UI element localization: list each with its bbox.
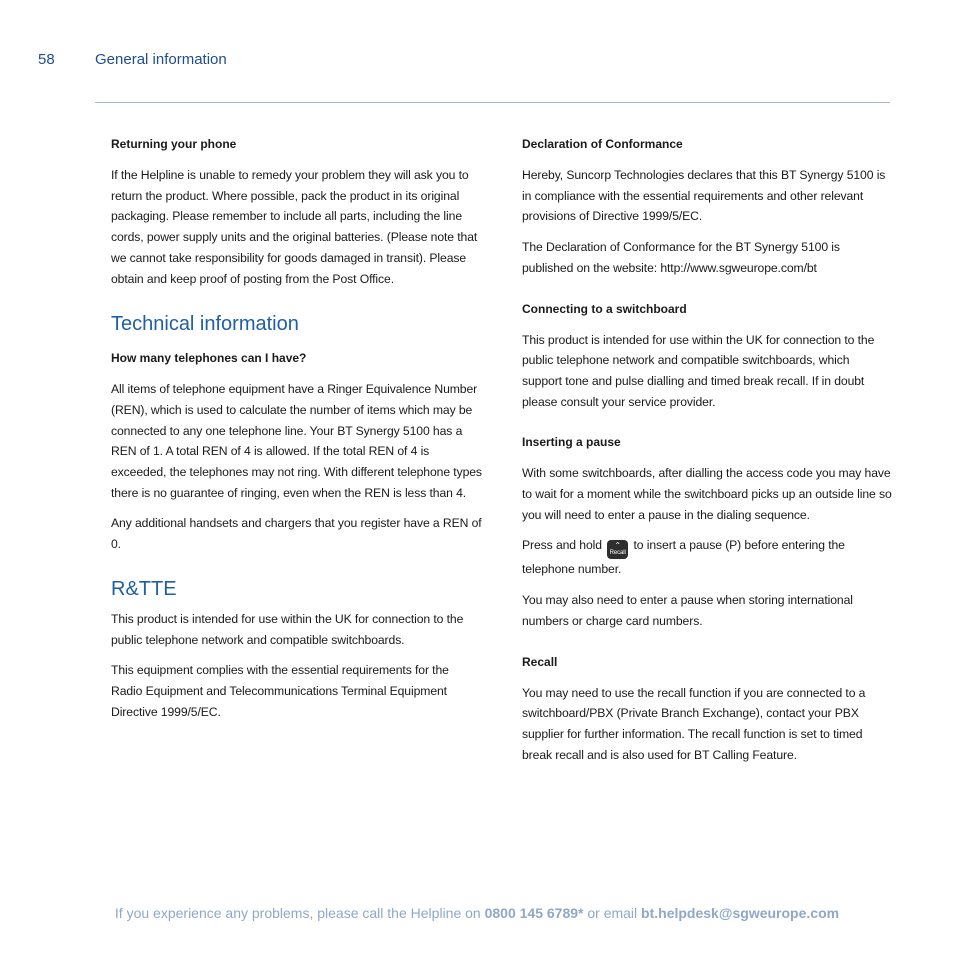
declaration-text-1: Hereby, Suncorp Technologies declares that this BT Synergy 5100 is in compliance with the essential requirements and other relevant provisions of Directive 1999/5/EC. bbox=[522, 168, 886, 224]
section-title: General information bbox=[95, 51, 227, 68]
recall-text: You may need to use the recall function if you are connected to a switchboard/PBX (Private Branch Exchange), contact your PBX supplier for further information. The recall function is set to timed break recall and is also used for BT Calling Feature. bbox=[522, 685, 866, 762]
technical-information-title: Technical information bbox=[111, 313, 299, 336]
recall-heading: Recall bbox=[522, 654, 558, 669]
helpline-footer bbox=[0, 905, 954, 921]
switchboard-text: This product is intended for use within the UK for connection to the public telephone network and compatible switchboards, which support tone and pulse dialling and timed break recall. If in doubt please consult your service provider. bbox=[522, 332, 875, 409]
switchboard-heading: Connecting to a switchboard bbox=[522, 301, 687, 316]
helpline-phone: 0800 145 6789* bbox=[484, 905, 584, 921]
left-column bbox=[111, 134, 483, 732]
footer-middle: or email bbox=[587, 905, 638, 921]
pause-press-after: to insert a pause (P) before entering the telephone number. bbox=[522, 538, 845, 577]
helpdesk-email[interactable]: bt.helpdesk@sgweurope.com bbox=[641, 905, 840, 921]
howmany-heading: How many telephones can I have? bbox=[111, 351, 307, 366]
rtte-title: R&TTE bbox=[111, 577, 177, 600]
pause-text-3: You may also need to enter a pause when storing international numbers or charge card numbers. bbox=[522, 593, 853, 628]
declaration-text-2: The Declaration of Conformance for the BT Synergy 5100 is published on the website: http://www.sgweurope.com/bt bbox=[522, 240, 840, 275]
footer-prefix: If you experience any problems, please call the Helpline on bbox=[114, 905, 481, 921]
rtte-text-2: This equipment complies with the essential requirements for the Radio Equipment and Telecommunications Terminal Equipment Directive 1999/5/EC. bbox=[111, 663, 449, 719]
pause-press-before: Press and hold bbox=[522, 538, 602, 553]
recall-key-icon: ⌃ Recall bbox=[607, 540, 628, 559]
pause-heading: Inserting a pause bbox=[522, 435, 621, 450]
rtte-text-1: This product is intended for use within the UK for connection to the public telephone network and compatible switchboards. bbox=[111, 611, 464, 647]
declaration-heading: Declaration of Conformance bbox=[522, 137, 683, 151]
returning-text: If the Helpline is unable to remedy your problem they will ask you to return the product. Where possible, pack the product in its original packaging. Please remember to include all parts, including the line cords, power supply units and the original batteries. (Please note that we cannot take responsibility for goods damaged in transit). Please obtain and keep proof of posting from the Post Office. bbox=[111, 168, 478, 286]
page-number: 58 bbox=[38, 51, 55, 68]
recall-key-label: Recall bbox=[609, 550, 626, 557]
returning-heading: Returning your phone bbox=[111, 137, 237, 151]
howmany-text: All items of telephone equipment have a Ringer Equivalence Number (REN), which is used to calculate the number of items which may be connected to any one telephone line. Your BT Synergy 5100 has a REN of 1. A total REN of 4 is allowed. If the total REN of 4 is exceeded, the telephones may not ring. With different telephone types there is no guarantee of ringing, even when the REN is less than 4. bbox=[111, 382, 482, 500]
pause-text-1: With some switchboards, after dialling the access code you may have to wait for a moment while the switchboard picks up an outside line so you will need to enter a pause in the dialing sequence. bbox=[522, 466, 892, 522]
pause-press-text bbox=[522, 535, 892, 580]
additional-text: Any additional handsets and chargers that you register have a REN of 0. bbox=[111, 516, 482, 552]
right-column bbox=[522, 134, 892, 775]
header-divider bbox=[95, 102, 890, 103]
